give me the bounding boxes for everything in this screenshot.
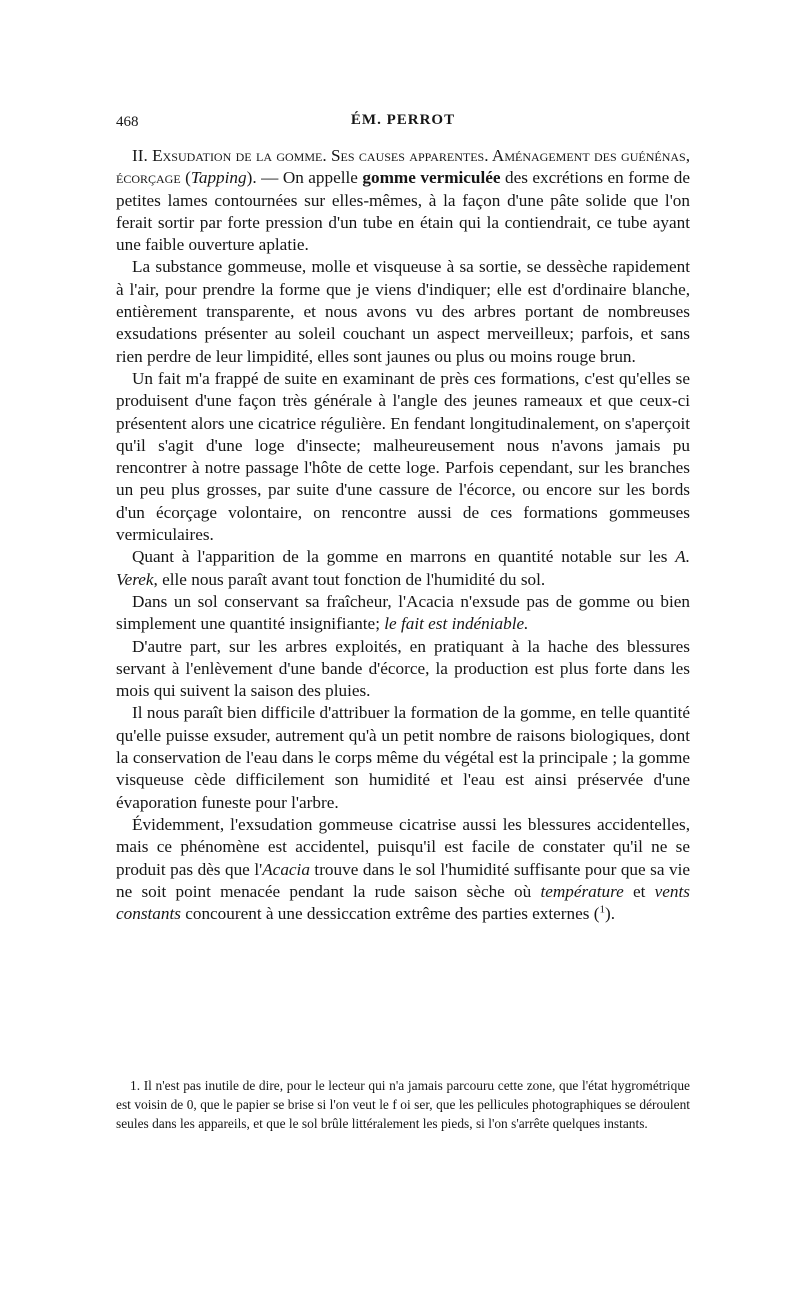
genus-name: Acacia [262, 859, 310, 879]
footnote-text: 1. Il n'est pas inutile de dire, pour le lecteur qui n'a jamais parcouru cette zone, que l'état hygrométrique est voisin de 0, que le papier se brise si l'on veut le f oi ser, que les pellicules photographiques se déroulent seules dans les appareils, et que le sol brûle littéralement les pieds, si l'on s'arrête quelques instants. [116, 1078, 690, 1131]
emphasis-temperature: température [540, 881, 624, 901]
paragraph: D'autre part, sur les arbres exploités, en pratiquant à la hache des blessures servant à l'enlèvement d'une bande d'écorce, la production est plus forte dans les mois qui suivent la saison des pluies. [116, 636, 690, 701]
heading-paren-open: ( [180, 168, 191, 188]
paragraph-text: Quant à l'apparition de la gomme en marrons en quantité notable sur les [132, 547, 676, 567]
running-head [116, 112, 690, 136]
defined-term: gomme vermiculée [362, 168, 501, 188]
emphasis-text: le fait est indéniable. [384, 614, 529, 634]
paragraph: Il nous paraît bien difficile d'attribuer la formation de la gomme, en telle quantité qu'elle puisse exsuder, autrement qu'à un petit nombre de raisons biologiques, dont la conservation de l'eau dans le corps même du végétal est la principale ; la gomme visqueuse cède difficilement son humidité et l'eau est ainsi préservée d'une évaporation funeste pour l'arbre. [116, 703, 690, 812]
paragraph-text: des excrétions en forme de petites lames contournées sur elles-mêmes, à la façon d'une pâte solide que l'on ferait sortir par forte pression d'un tube en étain qui la contiendrait, ce tube ayant une faible ouverture aplatie. [116, 168, 690, 255]
paragraph: La substance gommeuse, molle et visqueuse à sa sortie, se dessèche rapidement à l'air, pour prendre la forme que je viens d'indiquer; elle est d'ordinaire blanche, entièrement transparente, et nous avons vu des arbres portant de nombreuses exsudations présenter au soleil couchant un aspect merveilleux; parfois, et sans rien perdre de leur limpidité, elles sont jaunes ou plus ou moins rouge brun. [116, 257, 690, 366]
paragraph-text: trouve dans le sol l'humidité suffisante pour que sa vie ne soit point menacée pendant la rude saison sèche où [116, 859, 690, 901]
paragraph [116, 591, 690, 636]
emphasis-winds: vents constants [116, 881, 690, 924]
paragraph-text: concourent à une dessiccation extrême des parties externes ( [180, 904, 600, 924]
heading-paren-close: ). — [246, 168, 283, 188]
page-number: 468 [116, 114, 139, 130]
section-heading: II. Exsudation de la gomme. Ses causes apparentes. Aménagement des guénénas, écorçage [116, 146, 690, 188]
paragraph-text: Dans un sol conservant sa fraîcheur, l'Acacia n'exsude pas de gomme ou bien simplement une quantité insignifiante; [116, 591, 690, 634]
species-name: A. Verek [116, 547, 690, 589]
paragraph-section-heading [116, 145, 690, 256]
paragraph-text: On appelle [282, 168, 363, 188]
paragraph-text: Évidemment, l'exsudation gommeuse cicatrise aussi les blessures accidentelles, mais ce phénomène est accidentel, puisqu'il est facile de constater qu'il ne se produit pas dès que l' [116, 814, 690, 879]
body-text [116, 145, 690, 925]
footnote [116, 1076, 690, 1133]
paragraph-text: ). [604, 904, 615, 924]
running-head-author: ÉM. PERROT [350, 112, 456, 128]
paragraph: Un fait m'a frappé de suite en examinant de près ces formations, c'est qu'elles se produisent d'une façon très générale à l'angle des jeunes rameaux et que ceux-ci présentent alors une cicatrice régulière. En fendant longitudinalement, on s'aperçoit qu'il s'agit d'une loge d'insecte; malheureusement nous n'avons jamais pu rencontrer à notre passage l'hôte de cette loge. Parfois cependant, sur les branches un peu plus grosses, par suite d'une cassure de l'écorce, ou encore sur les bords d'un écorçage volontaire, on rencontre aussi de ces formations gommeuses vermiculaires. [116, 368, 690, 545]
paragraph [116, 546, 690, 591]
paragraph-text: et [623, 881, 655, 901]
heading-italic-term: Tapping [190, 168, 247, 188]
footnote-reference[interactable]: 1 [599, 903, 605, 916]
paragraph-text: , elle nous paraît avant tout fonction de l'humidité du sol. [153, 569, 546, 589]
paragraph [116, 814, 690, 925]
